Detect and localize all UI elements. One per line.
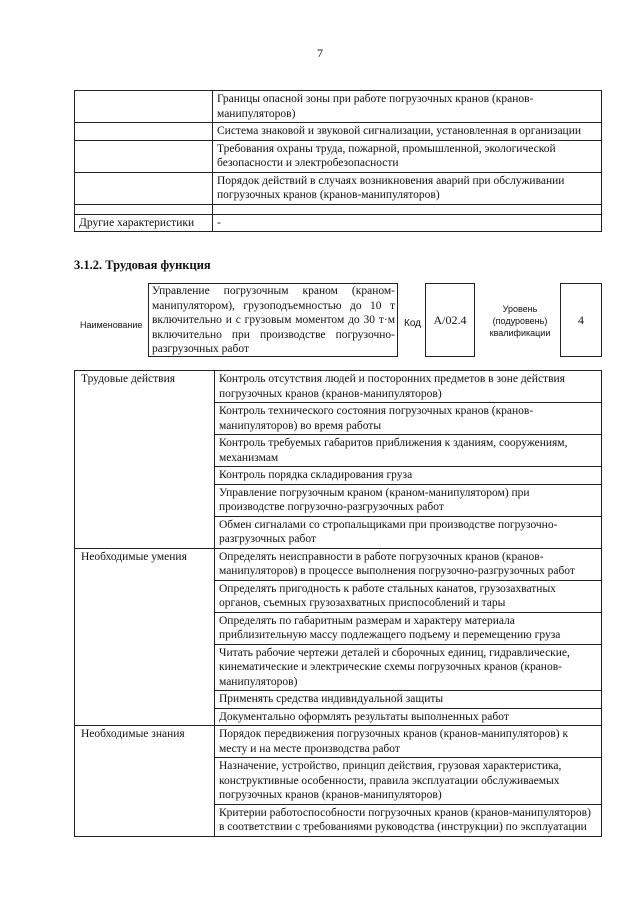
table-cell: Документально оформлять результаты выполненных работ	[215, 708, 602, 726]
code-value-box: А/02.4	[425, 283, 475, 357]
table-row	[75, 548, 602, 580]
table-cell: Контроль отсутствия людей и посторонних предметов в зоне действия погрузочных кранов (кранов-манипуляторов)	[215, 371, 602, 403]
table-row	[75, 371, 602, 403]
table-cell: Порядок действий в случаях возникновения аварий при обслуживании погрузочных кранов (кранов-манипуляторов)	[213, 172, 602, 204]
page-number: 7	[317, 46, 323, 60]
table-row	[75, 123, 602, 141]
name-label: Наименование	[80, 320, 143, 330]
table-cell: Порядок передвижения погрузочных кранов (кранов-манипуляторов) к месту и на месте производства работ	[215, 726, 602, 758]
labor-function-table	[74, 370, 602, 837]
table-cell: Управление погрузочным краном (краном-манипулятором) при производстве погрузочно-разгрузочных работ	[215, 484, 602, 516]
group-label-labor-actions: Трудовые действия	[75, 371, 215, 549]
qualification-level-value: 4	[560, 283, 602, 357]
code-label: Код	[404, 318, 422, 329]
table-cell: Контроль технического состояния погрузочных кранов (кранов-манипуляторов) во время работы	[215, 403, 602, 435]
other-characteristics-value: -	[213, 214, 602, 232]
table-cell: Определять неисправности в работе погрузочных кранов (кранов-манипуляторов) в процессе выполнения погрузочно-разгрузочных работ	[215, 548, 602, 580]
table-cell: Определять по габаритным размерам и характеру материала приблизительную массу подлежащего подъему и перемещению груза	[215, 612, 602, 644]
table-cell: Критерии работоспособности погрузочных кранов (кранов-манипуляторов) в соответствии с требованиями руководства (инструкции) по эксплуатации	[215, 804, 602, 836]
table-row	[75, 140, 602, 172]
table-cell: Определять пригодность к работе стальных канатов, грузозахватных органов, съемных грузозахватных приспособлений и тары	[215, 580, 602, 612]
table-row	[75, 726, 602, 758]
section-heading: 3.1.2. Трудовая функция	[74, 258, 211, 272]
other-characteristics-label: Другие характеристики	[75, 214, 213, 232]
table-cell: Читать рабочие чертежи деталей и сборочных единиц, гидравлические, кинематические и электрические схемы погрузочных кранов (кранов-манипуляторов)	[215, 644, 602, 691]
table-cell: Требования охраны труда, пожарной, промышленной, экологической безопасности и электробезопасности	[213, 140, 602, 172]
group-label-required-knowledge: Необходимые знания	[75, 726, 215, 837]
knowledge-continuation-table	[74, 90, 602, 232]
table-row	[75, 204, 602, 214]
table-cell: Границы опасной зоны при работе погрузочных кранов (кранов-манипуляторов)	[213, 91, 602, 123]
table-cell: Обмен сигналами со стропальщиками при производстве погрузочно-разгрузочных работ	[215, 516, 602, 548]
table-row	[75, 214, 602, 232]
qualification-level-label: Уровень (подуровень) квалификации	[489, 304, 551, 338]
function-name-box: Управление погрузочным краном (краном-манипулятором), грузоподъемностью до 10 т включительно и с грузовым моментом до 30 т·м включительно при производстве погрузочно-разгрузочных работ	[148, 283, 398, 357]
table-cell: Контроль требуемых габаритов приближения к зданиям, сооружениям, механизмам	[215, 435, 602, 467]
table-cell: Применять средства индивидуальной защиты	[215, 691, 602, 709]
table-cell: Система знаковой и звуковой сигнализации, установленная в организации	[213, 123, 602, 141]
table-row	[75, 172, 602, 204]
table-cell: Назначение, устройство, принцип действия, грузовая характеристика, конструктивные особенности, правила эксплуатации обслуживаемых погрузочных кранов (кранов-манипуляторов)	[215, 758, 602, 805]
group-label-required-skills: Необходимые умения	[75, 548, 215, 726]
table-row	[75, 91, 602, 123]
table-cell: Контроль порядка складирования груза	[215, 467, 602, 485]
